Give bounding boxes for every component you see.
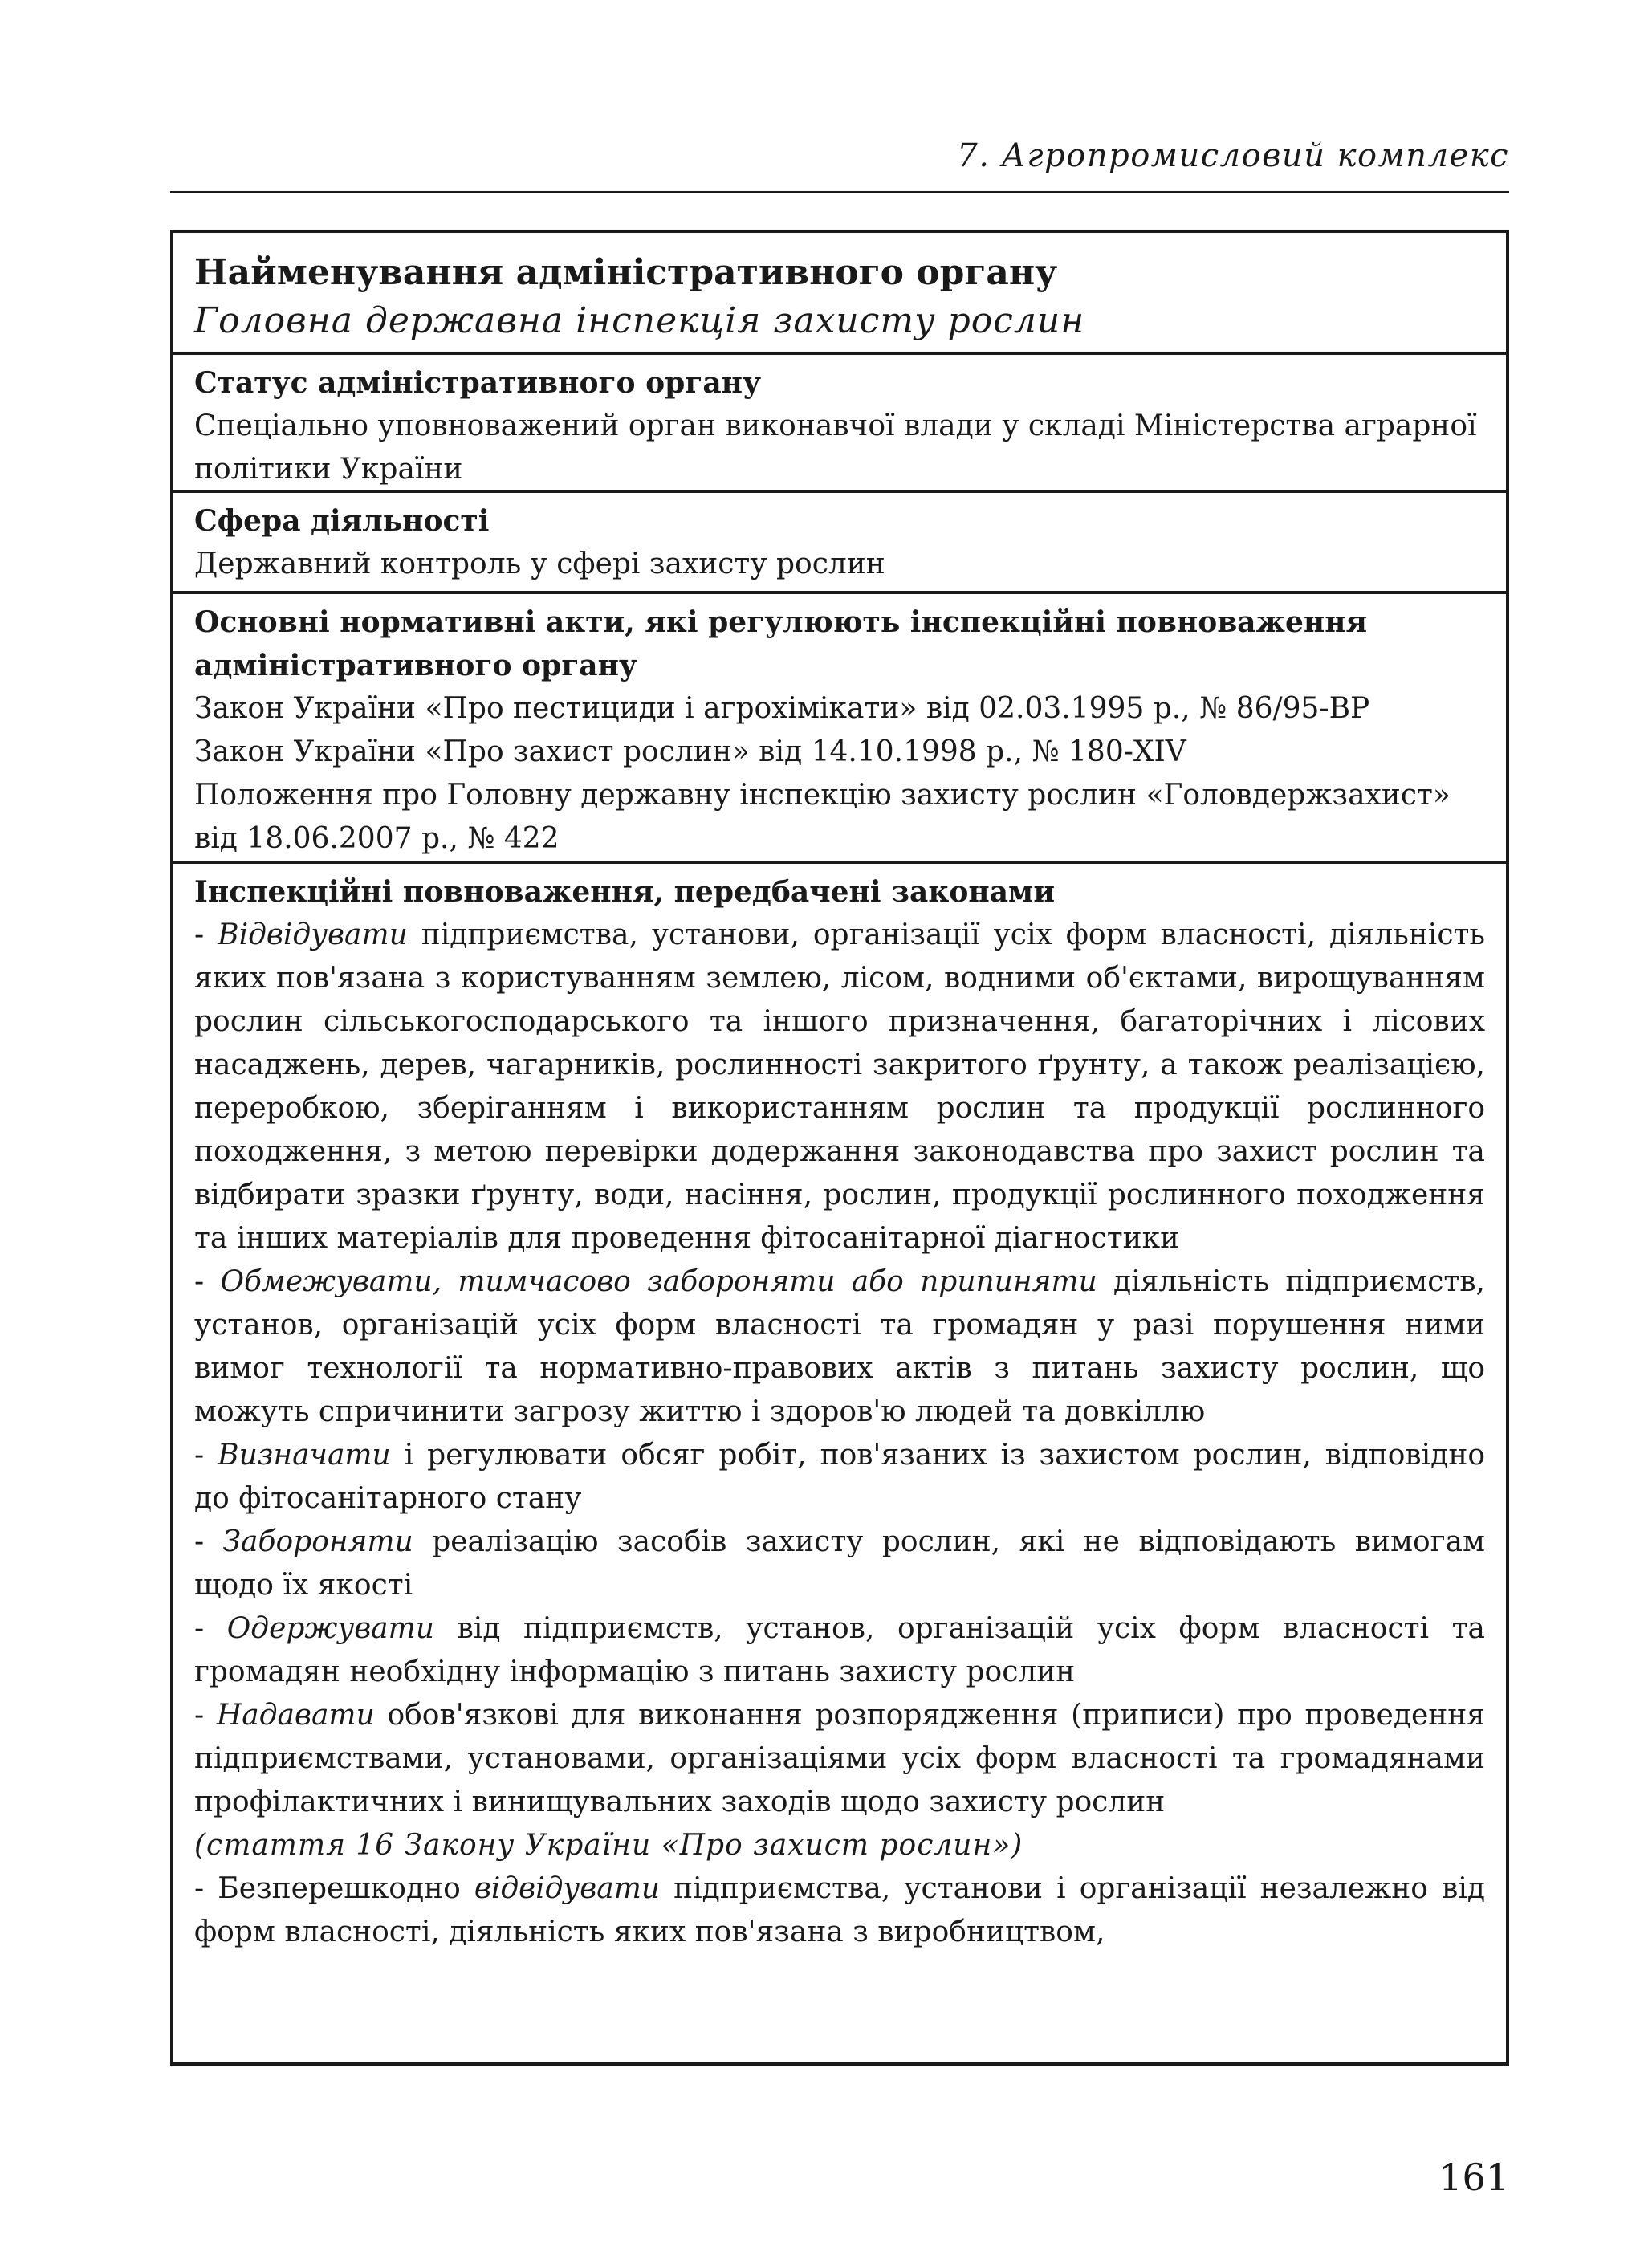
page-number: 161 — [1438, 2156, 1509, 2199]
running-head: 7. Агропромисловий комплекс — [957, 137, 1509, 174]
power-verb: Відвідувати — [218, 918, 408, 951]
agency-title-cell — [173, 233, 1506, 355]
header-rule — [170, 191, 1509, 193]
power-item: - Відвідувати підприємства, установи, організації усіх форм власності, діяльність яких пов'язана з користуванням землею, лісом, водними об'єктами, вирощуванням рослин сільськогосподарського та іншого призначення, багаторічних і лісових насаджень, дерев, чагарників, рослинності закритого ґрунту, а також реалізацією, переробкою, зберіганням і використанням рослин та продукції рослинного походження, з метою перевірки додержання законодавства про захист рослин та відбирати зразки ґрунту, води, насіння, рослин, продукції рослинного походження та інших матеріалів для проведення фітосанітарної діагностики — [194, 918, 1486, 1255]
sphere-text: Державний контроль у сфері захисту рослин — [194, 548, 885, 580]
normative-act-item: Положення про Головну державну інспекцію захисту рослин «Головдержзахист» від 18.06.2007 р., № 422 — [194, 779, 1451, 855]
power-verb: відвідувати — [474, 1872, 661, 1905]
law-source-reference: (стаття 16 Закону України «Про захист рослин») — [194, 1829, 1023, 1862]
status-label: Статус адміністративного органу — [194, 366, 762, 400]
power-verb: Надавати — [216, 1699, 375, 1732]
power-verb: Забороняти — [222, 1525, 413, 1558]
sphere-cell — [173, 493, 1506, 594]
agency-name: Головна державна інспекція захисту рослин — [194, 300, 1085, 341]
agency-name-label: Найменування адміністративного органу — [194, 252, 1058, 293]
sphere-label: Сфера діяльності — [194, 504, 490, 538]
inspection-powers-label: Інспекційні повноваження, передбачені законами — [194, 875, 1056, 909]
normative-acts-label: Основні нормативні акти, які регулюють інспекційні повноваження адміністративного органу — [194, 605, 1368, 682]
status-text: Спеціально уповноважений орган виконавчої влади у складі Міністерства аграрної політики України — [194, 409, 1477, 486]
power-item: - Надавати обов'язкові для виконання розпорядження (приписи) про проведення підприємствами, установами, організаціями усіх форм власності та громадянами профілактичних і винищувальних заходів щодо захисту рослин — [194, 1699, 1485, 1818]
power-item: - Забороняти реалізацію засобів захисту рослин, які не відповідають вимогам щодо їх якості — [194, 1525, 1485, 1602]
normative-act-item: Закон України «Про пестициди і агрохімікати» від 02.03.1995 р., № 86/95-ВР — [194, 692, 1370, 725]
agency-info-table — [170, 230, 1509, 2066]
normative-act-item: Закон України «Про захист рослин» від 14.10.1998 р., № 180-XIV — [194, 735, 1186, 768]
normative-acts-cell — [173, 594, 1506, 864]
power-item: - Безперешкодно відвідувати підприємства, установи і організації незалежно від форм власності, діяльність яких пов'язана з виробництвом, — [194, 1872, 1485, 1948]
power-item: - Обмежувати, тимчасово забороняти або припиняти діяльність підприємств, установ, організацій усіх форм власності та громадян у разі порушення ними вимог технології та нормативно-правових актів з питань захисту рослин, що можуть спричинити загрозу життю і здоров'ю людей та довкіллю — [194, 1265, 1485, 1428]
power-verb: Одержувати — [226, 1612, 434, 1645]
power-verb: Обмежувати, тимчасово забороняти або припиняти — [220, 1265, 1097, 1298]
power-item: - Визначати і регулювати обсяг робіт, пов'язаних із захистом рослин, відповідно до фітосанітарного стану — [194, 1439, 1485, 1515]
inspection-powers-cell — [173, 864, 1506, 2062]
status-cell — [173, 355, 1506, 493]
power-verb: Визначати — [218, 1439, 391, 1472]
power-item: - Одержувати від підприємств, установ, організацій усіх форм власності та громадян необхідну інформацію з питань захисту рослин — [194, 1612, 1485, 1688]
